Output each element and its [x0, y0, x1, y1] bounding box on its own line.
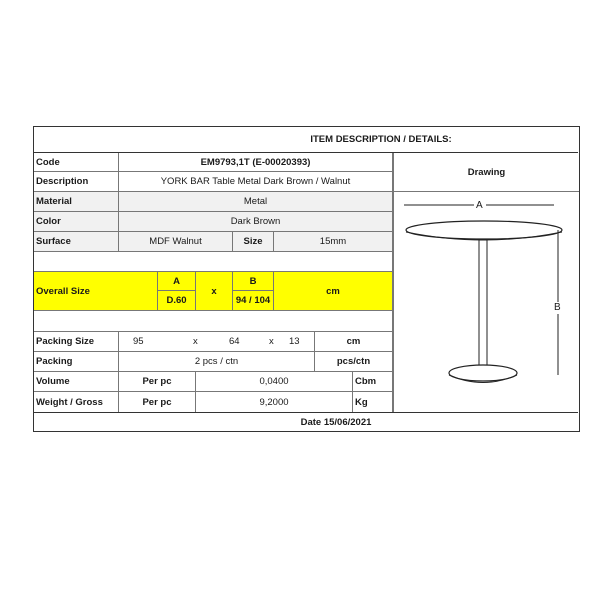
description-label: Description [34, 172, 119, 192]
code-label: Code [34, 153, 119, 172]
packing-unit: pcs/ctn [315, 352, 393, 372]
volume-label: Volume [34, 372, 119, 392]
weight-basis: Per pc [119, 392, 196, 412]
date-footer: Date 15/06/2021 [34, 412, 578, 431]
size-value: 15mm [274, 232, 393, 252]
packing-x2: x [269, 336, 274, 347]
volume-value: 0,0400 [196, 372, 353, 392]
color-value: Dark Brown [119, 212, 393, 232]
surface-label: Surface [34, 232, 119, 252]
packing-size-values [119, 332, 315, 352]
sheet-title: ITEM DESCRIPTION / DETAILS: [34, 127, 578, 153]
spacer-row [34, 252, 393, 272]
packing-size-label: Packing Size [34, 332, 119, 352]
size-label: Size [233, 232, 274, 252]
dimension-b-marker: B [554, 302, 561, 313]
description-value: YORK BAR Table Metal Dark Brown / Walnut [119, 172, 393, 192]
volume-basis: Per pc [119, 372, 196, 392]
dimension-a-value: D.60 [158, 291, 196, 311]
volume-unit: Cbm [353, 372, 393, 392]
color-label: Color [34, 212, 119, 232]
overall-size-label: Overall Size [34, 272, 158, 311]
packing-width: 64 [229, 336, 240, 347]
material-value: Metal [119, 192, 393, 212]
packing-x1: x [193, 336, 198, 347]
material-label: Material [34, 192, 119, 212]
dimension-b-value: 94 / 104 [233, 291, 274, 311]
packing-label: Packing [34, 352, 119, 372]
drawing-title: Drawing [394, 153, 579, 192]
weight-value: 9,2000 [196, 392, 353, 412]
packing-value: 2 pcs / ctn [119, 352, 315, 372]
code-value: EM9793,1T (E-00020393) [119, 153, 393, 172]
packing-length: 95 [133, 336, 144, 347]
packing-size-unit: cm [315, 332, 393, 352]
dimension-a-label: A [158, 272, 196, 291]
surface-value: MDF Walnut [119, 232, 233, 252]
item-details-sheet [33, 126, 580, 432]
dimension-b-label: B [233, 272, 274, 291]
weight-label: Weight / Gross [34, 392, 119, 412]
table-drawing-icon [394, 192, 579, 412]
dimension-a-marker: A [476, 200, 483, 211]
overall-size-unit: cm [274, 272, 393, 311]
packing-height: 13 [289, 336, 300, 347]
drawing-panel [393, 153, 579, 412]
spacer-row-2 [34, 311, 393, 332]
dimension-separator: x [196, 272, 233, 311]
weight-unit: Kg [353, 392, 393, 412]
